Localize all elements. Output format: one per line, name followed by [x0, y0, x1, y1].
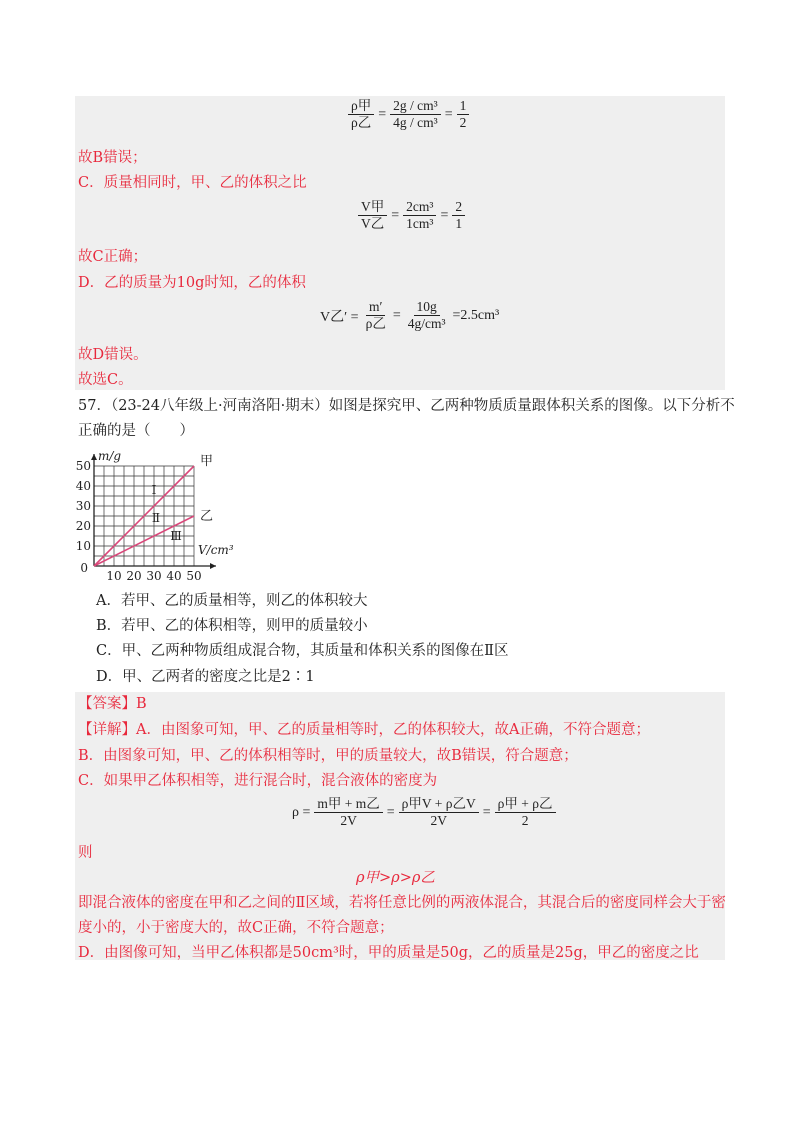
- density-inequality: ρ甲>ρ>ρ乙: [356, 870, 435, 886]
- x-tick-label: 10: [106, 569, 122, 583]
- text-choose-c: 故选C。: [78, 372, 133, 388]
- y-tick-label: 10: [75, 539, 91, 553]
- x-tick-label: 20: [126, 569, 142, 583]
- x-tick-label: 50: [186, 569, 202, 583]
- text-c-intro: C．质量相同时，甲、乙的体积之比: [78, 175, 307, 191]
- option-b: B．若甲、乙的体积相等，则甲的质量较小: [96, 618, 368, 634]
- x-axis-arrow: [210, 563, 216, 569]
- question-stem-line2: 正确的是（ ）: [78, 423, 194, 439]
- detail-d: D．由图像可知，当甲乙体积都是50cm³时，甲的质量是50g，乙的质量是25g，甲乙的密度之比: [78, 945, 699, 961]
- x-axis-label: V/cm³: [198, 543, 234, 557]
- text-d-intro: D．乙的质量为10g时知，乙的体积: [78, 275, 306, 291]
- prev-solution-panel: [75, 96, 725, 390]
- y-axis-arrow: [91, 454, 97, 460]
- formula-mixed-density: ρ = $\frac{\text{m甲 + m乙}}{2V}$ = $\frac{\text{ρ甲V + ρ乙V}}{2V}$ = $\frac{\text{ρ甲 + ρ乙}}{2}$: [290, 796, 558, 829]
- text-d-wrong: 故D错误。: [78, 347, 148, 363]
- series-label-yi: 乙: [200, 509, 214, 524]
- region-label: Ⅰ: [151, 483, 157, 497]
- detail-a: 【详解】A．由图象可知，甲、乙的质量相等时，乙的体积较大，故A正确，不符合题意；: [78, 722, 650, 738]
- series-label-jia: 甲: [200, 454, 214, 469]
- detail-c3: 度小的，小于密度大的，故C正确，不符合题意；: [78, 920, 394, 936]
- detail-c2: 即混合液体的密度在甲和乙之间的Ⅱ区域，若将任意比例的两液体混合，其混合后的密度同样会大于密: [78, 895, 726, 911]
- x-tick-label: 30: [146, 569, 162, 583]
- region-label: Ⅱ: [151, 511, 161, 525]
- y-tick-label: 20: [75, 519, 91, 533]
- x-tick-label: 40: [166, 569, 182, 583]
- formula-volume-ratio: $\frac{\text{V甲}}{\text{V乙}}$ = $\frac{\text{2cm³}}{\text{1cm³}}$ = $\frac{2}{1}$: [356, 199, 467, 232]
- option-d: D．甲、乙两者的密度之比是2∶1: [96, 669, 315, 685]
- origin-label: 0: [80, 561, 88, 575]
- formula-density-ratio: $\frac{\text{ρ甲}}{\text{ρ乙}}$ = $\frac{\text{2g / cm³}}{\text{4g / cm³}}$ = $\frac{1}{2}$: [346, 98, 471, 131]
- detail-c: C．如果甲乙体积相等，进行混合时，混合液体的密度为: [78, 773, 438, 789]
- region-label: Ⅲ: [170, 529, 182, 543]
- text-then: 则: [78, 845, 93, 861]
- text-c-correct: 故C正确；: [78, 249, 148, 265]
- question-stem-line1: 57．（23-24八年级上·河南洛阳·期末）如图是探究甲、乙两种物质质量跟体积关系的图像。以下分析不: [78, 398, 735, 414]
- detail-b: B．由图象可知，甲、乙的体积相等时，甲的质量较大，故B错误，符合题意；: [78, 748, 578, 764]
- formula-volume: V乙′ = $\frac{m'}{\text{ρ乙}}$ = $\frac{10g}{\text{4g/cm³}}$ =2.5cm³: [320, 299, 500, 331]
- y-tick-label: 30: [75, 499, 91, 513]
- text-b-wrong: 故B错误；: [78, 150, 147, 166]
- option-a: A．若甲、乙的质量相等，则乙的体积较大: [96, 593, 368, 609]
- option-c: C．甲、乙两种物质组成混合物，其质量和体积关系的图像在Ⅱ区: [96, 643, 509, 659]
- y-tick-label: 40: [75, 479, 91, 493]
- y-axis-label: m/g: [98, 449, 122, 463]
- y-tick-label: 50: [75, 459, 91, 473]
- answer-line: 【答案】B: [78, 696, 147, 712]
- mass-volume-chart: [75, 446, 258, 586]
